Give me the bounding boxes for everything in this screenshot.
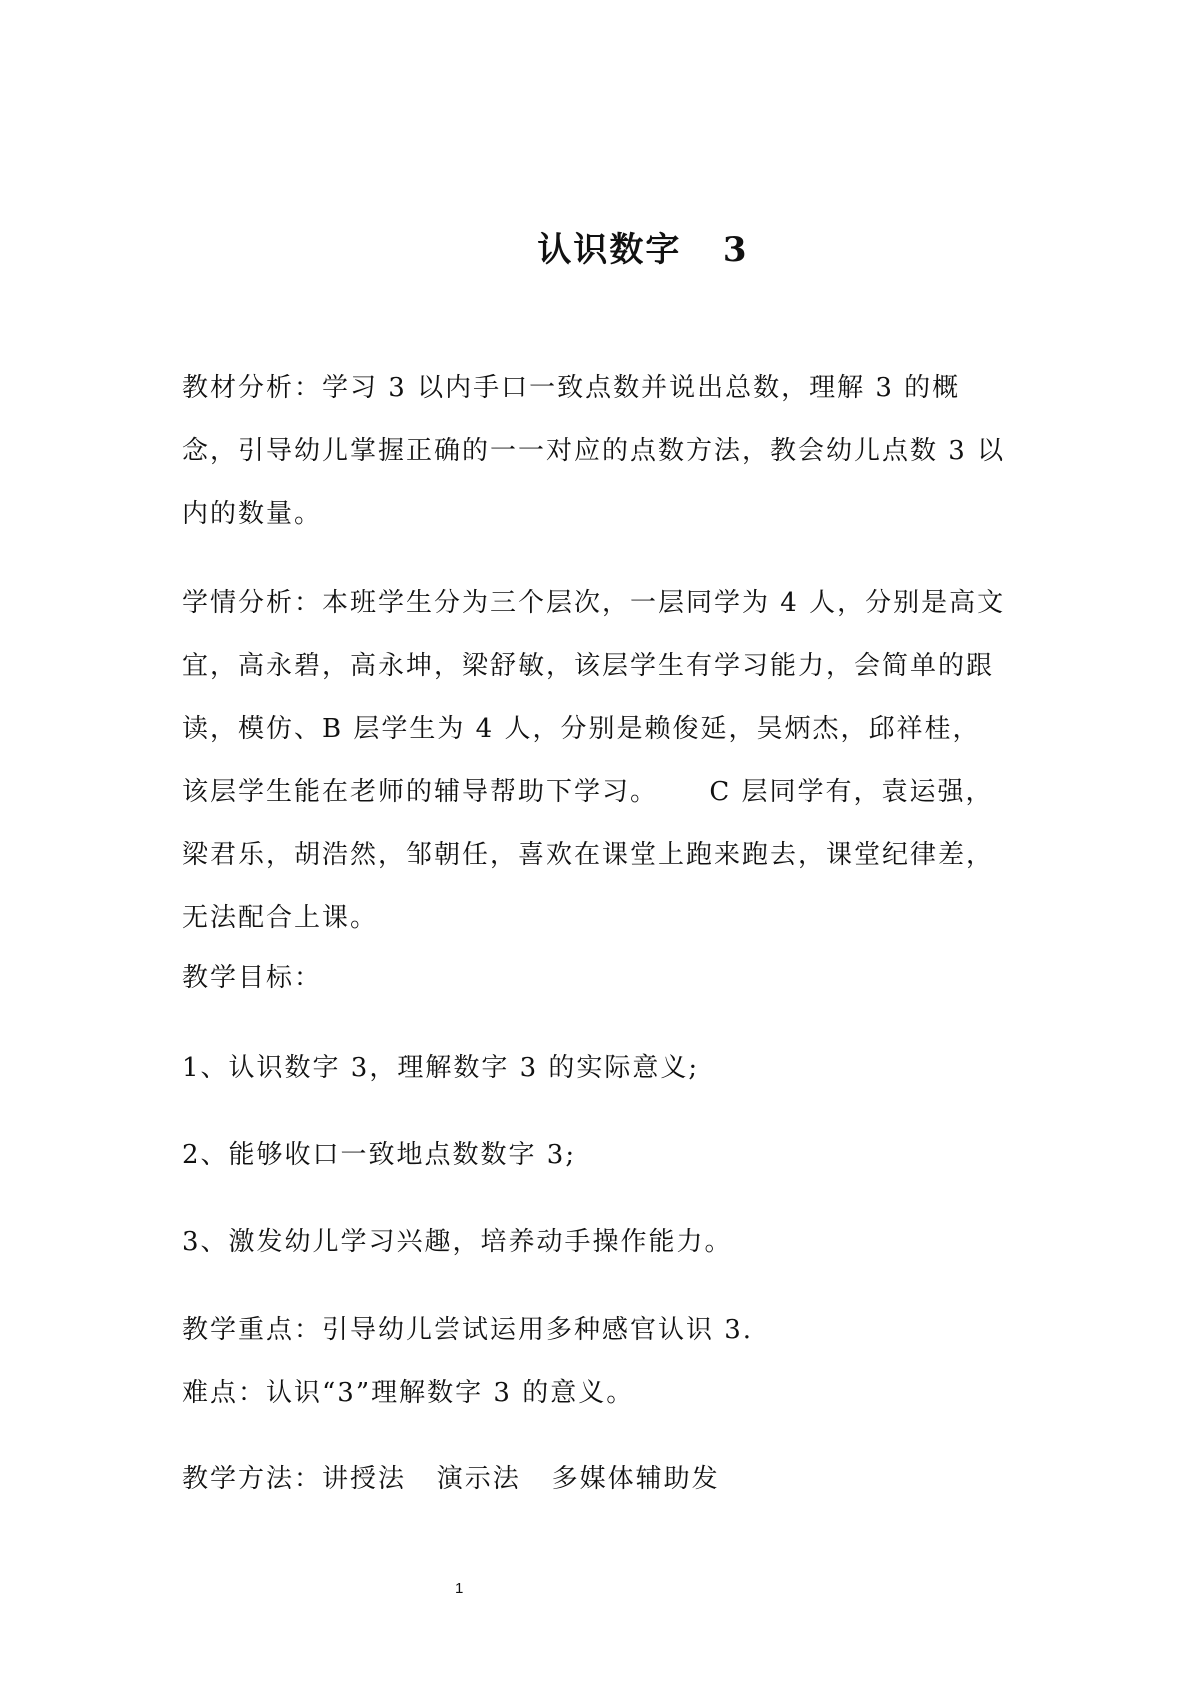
document-title: 认识数字 3: [537, 230, 749, 270]
difficulty-text: 难点：认识“3”理解数字 3 的意义。: [182, 1378, 635, 1408]
key-point-text: 教学重点：引导幼儿尝试运用多种感官认识 3.: [182, 1315, 754, 1345]
student-analysis-paragraph: 学情分析：本班学生分为三个层次，一层同学为 4 人，分别是高文宜，高永碧，高永坤，梁舒敏，该层学生有学习能力，会简单的跟读，模仿、B 层学生为 4 人，分别是赖俊延，吴炳杰，邱祥桂， 该层学生能在老师的辅导帮助下学习。 C 层同学有，袁运强，梁君乐，胡浩然，邹朝任，喜欢在课堂上跑来跑去，课堂纪律差，无法配合上课。: [182, 588, 1006, 933]
page-number: 1: [455, 1580, 464, 1597]
objective-item-1: 1、认识数字 3，理解数字 3 的实际意义;: [182, 1053, 700, 1083]
objective-item-2: 2、能够收口一致地点数数字 3;: [182, 1140, 577, 1170]
objective-item-3: 3、激发幼儿学习兴趣，培养动手操作能力。: [182, 1227, 733, 1257]
objectives-heading: 教学目标：: [182, 963, 323, 993]
material-analysis-paragraph: 教材分析：学习 3 以内手口一致点数并说出总数，理解 3 的概念，引导幼儿掌握正确的一一对应的点数方法，教会幼儿点数 3 以内的数量。: [182, 373, 1006, 529]
teaching-methods-text: 教学方法：讲授法 演示法 多媒体辅助发: [182, 1464, 720, 1494]
